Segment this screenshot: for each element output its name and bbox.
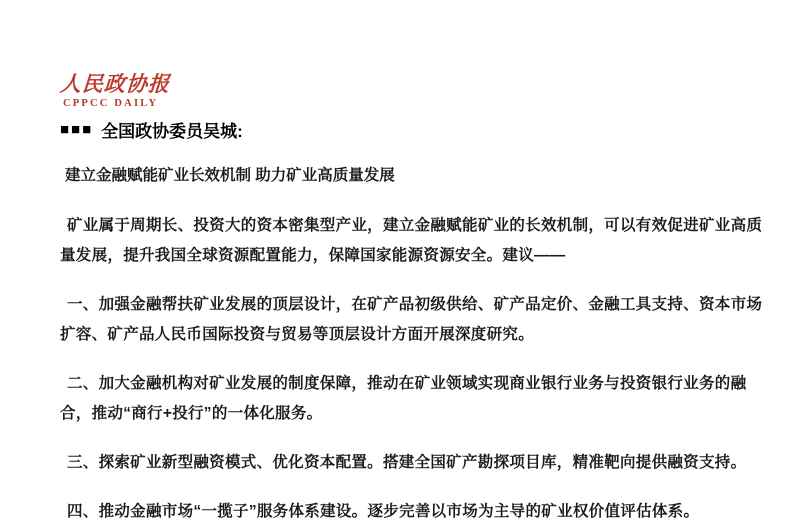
article-paragraph: 矿业属于周期长、投资大的资本密集型产业，建立金融赋能矿业的长效机制，可以有效促进矿业高质量发展，提升我国全球资源配置能力，保障国家能源资源安全。建议—— (60, 216, 763, 264)
byline-text: 全国政协委员吴城: (101, 121, 243, 141)
article-body (60, 211, 770, 527)
article-paragraph: 四、推动金融市场“一揽子”服务体系建设。逐步完善以市场为主导的矿业权价值评估体系。 (66, 502, 700, 520)
newspaper-logo (60, 74, 770, 110)
logo-title: 人民政协报 (59, 72, 171, 96)
article-paragraph: 一、加强金融帮扶矿业发展的顶层设计，在矿产品初级供给、矿产品定价、金融工具支持、资本市场扩容、矿产品人民币国际投资与贸易等顶层设计方面开展深度研究。 (60, 295, 763, 343)
article-paragraph: 三、探索矿业新型融资模式、优化资本配置。搭建全国矿产勘探项目库，精准靶向提供融资支持。 (66, 453, 747, 471)
byline-squares-icon: ■■■ (60, 120, 94, 138)
logo-subtitle: CPPCC DAILY (63, 98, 159, 109)
article-title: 建立金融赋能矿业长效机制 助力矿业高质量发展 (65, 166, 395, 184)
byline (60, 117, 770, 142)
article-paragraph: 二、加大金融机构对矿业发展的制度保障，推动在矿业领域实现商业银行业务与投资银行业务的融合，推动“商行+投行”的一体化服务。 (60, 374, 747, 422)
